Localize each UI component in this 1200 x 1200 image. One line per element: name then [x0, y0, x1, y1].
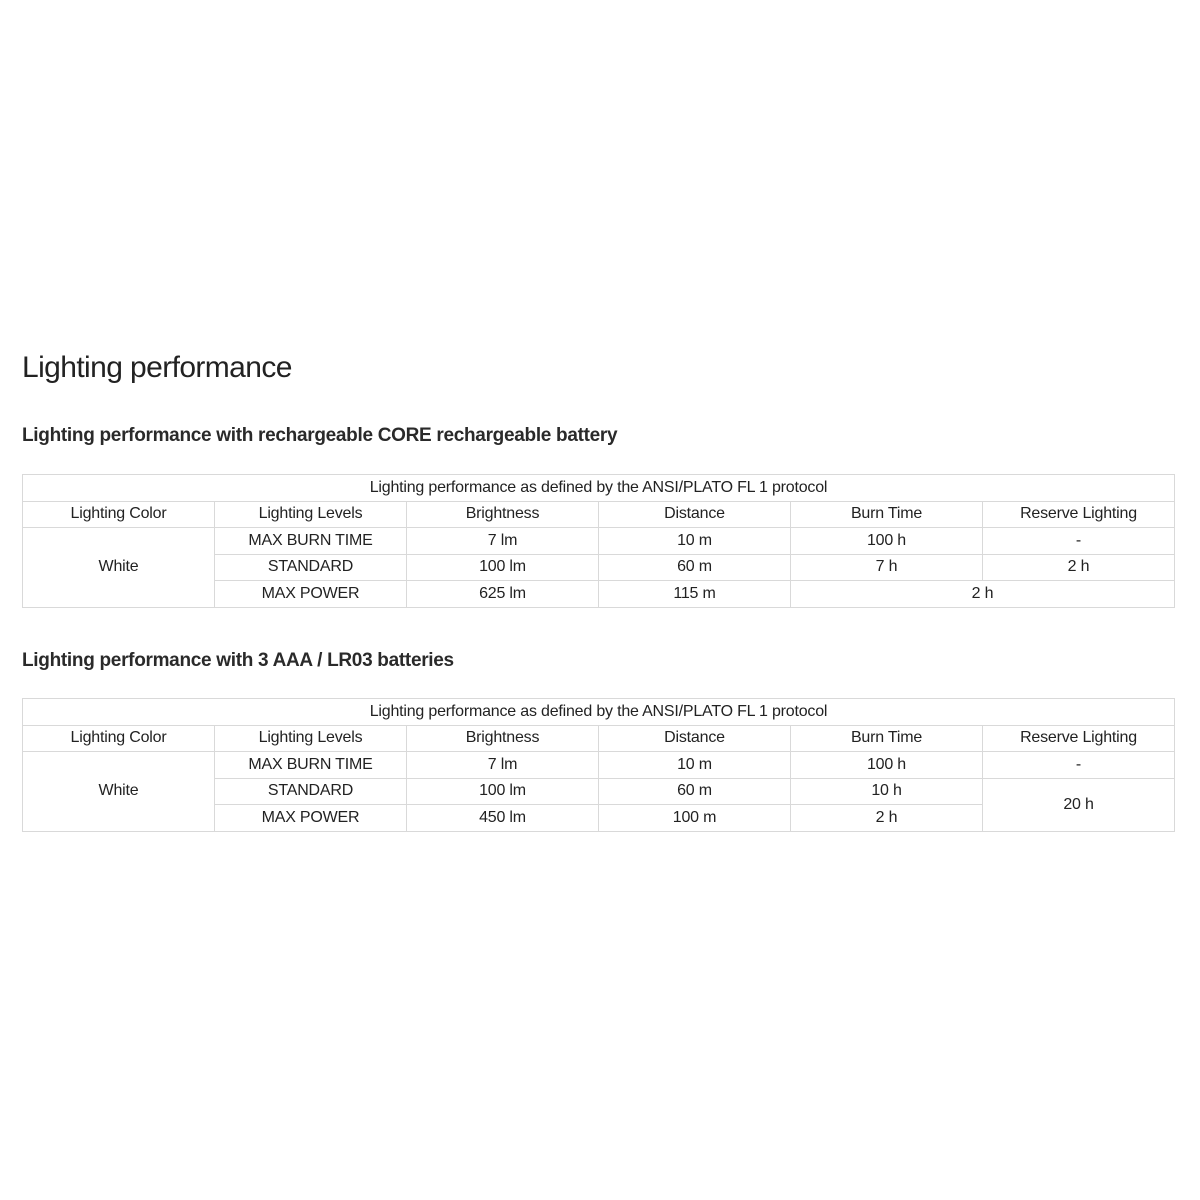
cell-reserve-lighting-shared: 20 h [983, 778, 1175, 831]
cell-brightness: 7 lm [407, 752, 599, 779]
cell-distance: 10 m [599, 528, 791, 555]
cell-brightness: 7 lm [407, 528, 599, 555]
cell-distance: 60 m [599, 554, 791, 581]
cell-brightness: 625 lm [407, 581, 599, 608]
cell-lighting-color: White [23, 752, 215, 832]
cell-brightness: 100 lm [407, 778, 599, 805]
table-caption: Lighting performance as defined by the ANSI/PLATO FL 1 protocol [23, 475, 1175, 502]
cell-level: MAX BURN TIME [215, 752, 407, 779]
cell-brightness: 100 lm [407, 554, 599, 581]
header-reserve-lighting: Reserve Lighting [983, 501, 1175, 528]
table-header-row [23, 501, 1175, 528]
header-reserve-lighting: Reserve Lighting [983, 725, 1175, 752]
table-row [23, 528, 1175, 555]
cell-burn-time: 10 h [791, 778, 983, 805]
cell-reserve-lighting: - [983, 752, 1175, 779]
table-caption-row [23, 475, 1175, 502]
cell-burn-time-and-reserve: 2 h [791, 581, 1175, 608]
cell-level: MAX POWER [215, 581, 407, 608]
cell-reserve-lighting: 2 h [983, 554, 1175, 581]
header-distance: Distance [599, 501, 791, 528]
cell-lighting-color: White [23, 528, 215, 608]
cell-burn-time: 7 h [791, 554, 983, 581]
section-title-core-battery: Lighting performance with rechargeable CORE rechargeable battery [22, 425, 618, 446]
header-burn-time: Burn Time [791, 725, 983, 752]
cell-reserve-lighting: - [983, 528, 1175, 555]
performance-table-aaa-batteries [22, 698, 1175, 832]
header-lighting-color: Lighting Color [23, 501, 215, 528]
header-lighting-levels: Lighting Levels [215, 725, 407, 752]
cell-burn-time: 100 h [791, 752, 983, 779]
header-lighting-levels: Lighting Levels [215, 501, 407, 528]
cell-distance: 100 m [599, 805, 791, 832]
cell-distance: 115 m [599, 581, 791, 608]
cell-level: STANDARD [215, 554, 407, 581]
cell-level: MAX POWER [215, 805, 407, 832]
header-distance: Distance [599, 725, 791, 752]
cell-burn-time: 2 h [791, 805, 983, 832]
header-burn-time: Burn Time [791, 501, 983, 528]
cell-brightness: 450 lm [407, 805, 599, 832]
cell-distance: 10 m [599, 752, 791, 779]
header-lighting-color: Lighting Color [23, 725, 215, 752]
table-caption-row [23, 699, 1175, 726]
performance-table-core-battery [22, 474, 1175, 608]
cell-burn-time: 100 h [791, 528, 983, 555]
header-brightness: Brightness [407, 725, 599, 752]
table-header-row [23, 725, 1175, 752]
table-caption: Lighting performance as defined by the ANSI/PLATO FL 1 protocol [23, 699, 1175, 726]
table-row [23, 752, 1175, 779]
cell-level: MAX BURN TIME [215, 528, 407, 555]
section-title-aaa-batteries: Lighting performance with 3 AAA / LR03 batteries [22, 650, 454, 671]
cell-level: STANDARD [215, 778, 407, 805]
cell-distance: 60 m [599, 778, 791, 805]
header-brightness: Brightness [407, 501, 599, 528]
page-title: Lighting performance [22, 351, 292, 384]
